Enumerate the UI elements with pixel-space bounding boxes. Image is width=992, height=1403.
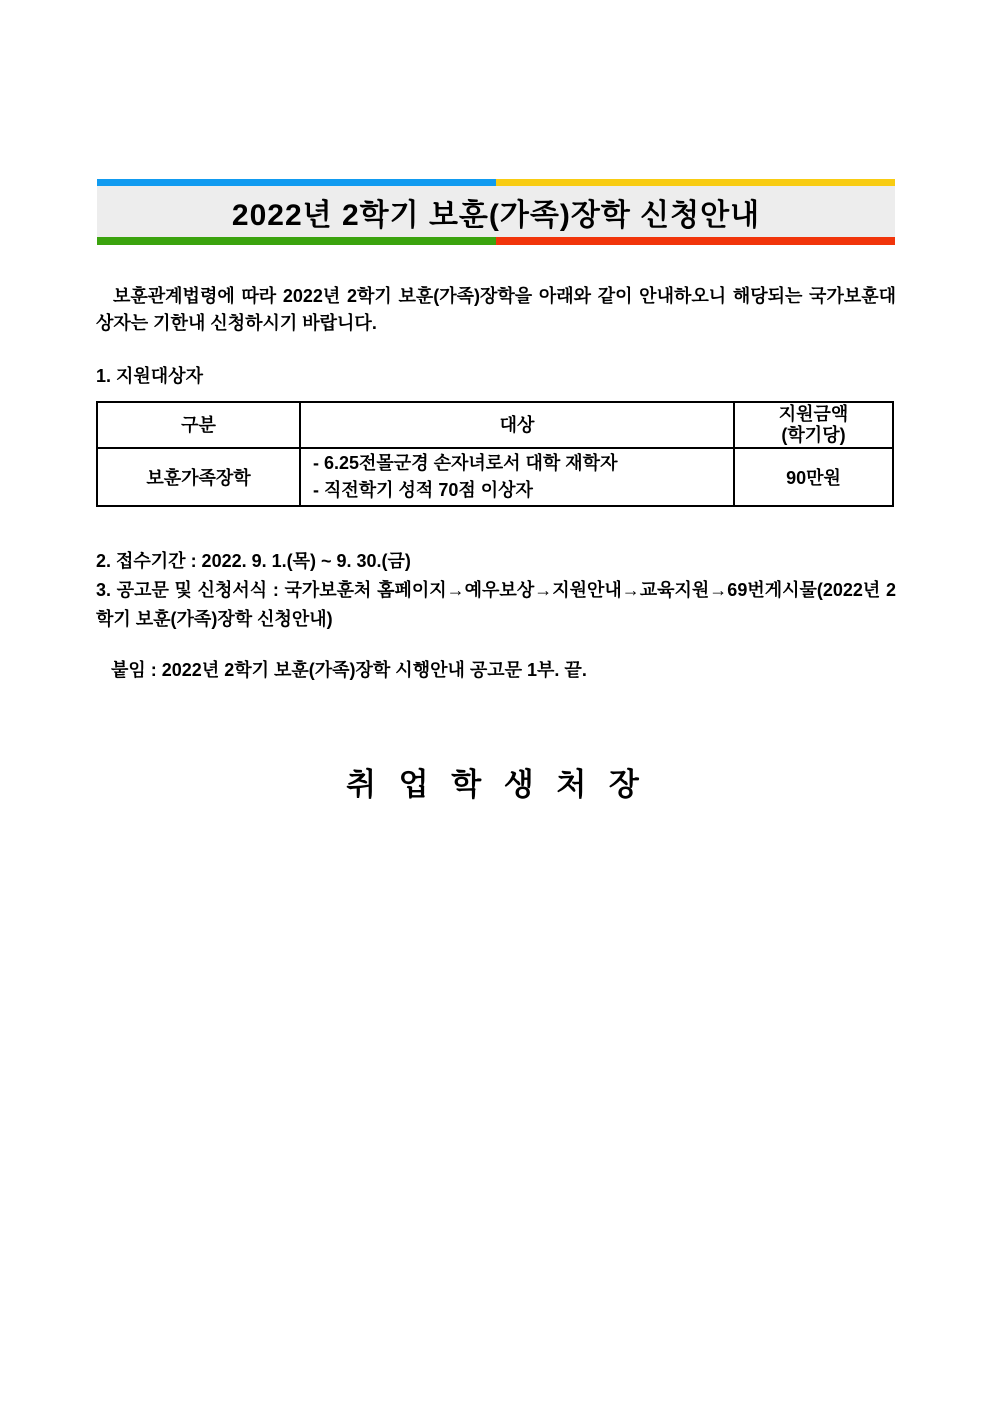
table-header-amount bbox=[734, 402, 893, 448]
criteria-line-2: - 직전학기 성적 70점 이상자 bbox=[313, 480, 533, 500]
header-bottom-bar bbox=[97, 237, 895, 245]
table-header-category: 구분 bbox=[97, 402, 300, 448]
item-3-notice-and-forms: 3. 공고문 및 신청서식 : 국가보훈처 홈페이지→예우보상→지원안내→교육지원→69번게시물(2022년 2학기 보훈(가족)장학 신청안내) bbox=[96, 580, 896, 629]
header-top-bar-blue bbox=[97, 179, 496, 186]
criteria-line-1: - 6.25전몰군경 손자녀로서 대학 재학자 bbox=[313, 453, 618, 473]
title-area bbox=[97, 186, 895, 237]
signature-title: 취 업 학 생 처 장 bbox=[346, 767, 646, 802]
intro-paragraph: 보훈관계법령에 따라 2022년 2학기 보훈(가족)장학을 아래와 같이 안내하오니 해당되는 국가보훈대상자는 기한내 신청하시기 바랍니다. bbox=[96, 286, 896, 333]
table-header-amount-line1: 지원금액 bbox=[778, 404, 849, 424]
criteria-cell bbox=[300, 448, 734, 506]
table-header-target: 대상 bbox=[300, 402, 734, 448]
header-bottom-bar-red bbox=[496, 237, 895, 245]
section-1-heading: 1. 지원대상자 bbox=[96, 366, 203, 386]
scholarship-table bbox=[96, 401, 894, 507]
table-header-row bbox=[97, 402, 893, 448]
page-title: 2022년 2학기 보훈(가족)장학 신청안내 bbox=[231, 198, 761, 232]
table-header-amount-line2: (학기당) bbox=[781, 425, 846, 445]
header-top-bar bbox=[97, 179, 895, 186]
header-banner bbox=[97, 179, 895, 245]
category-cell: 보훈가족장학 bbox=[97, 448, 300, 506]
attachment-note: 붙임 : 2022년 2학기 보훈(가족)장학 시행안내 공고문 1부. 끝. bbox=[111, 660, 587, 680]
header-bottom-bar-green bbox=[97, 237, 496, 245]
document-content bbox=[96, 283, 896, 804]
item-2-application-period: 2. 접수기간 : 2022. 9. 1.(목) ~ 9. 30.(금) bbox=[96, 551, 411, 571]
numbered-items bbox=[96, 547, 896, 634]
amount-cell: 90만원 bbox=[734, 448, 893, 506]
table-row bbox=[97, 448, 893, 506]
header-top-bar-yellow bbox=[496, 179, 895, 186]
